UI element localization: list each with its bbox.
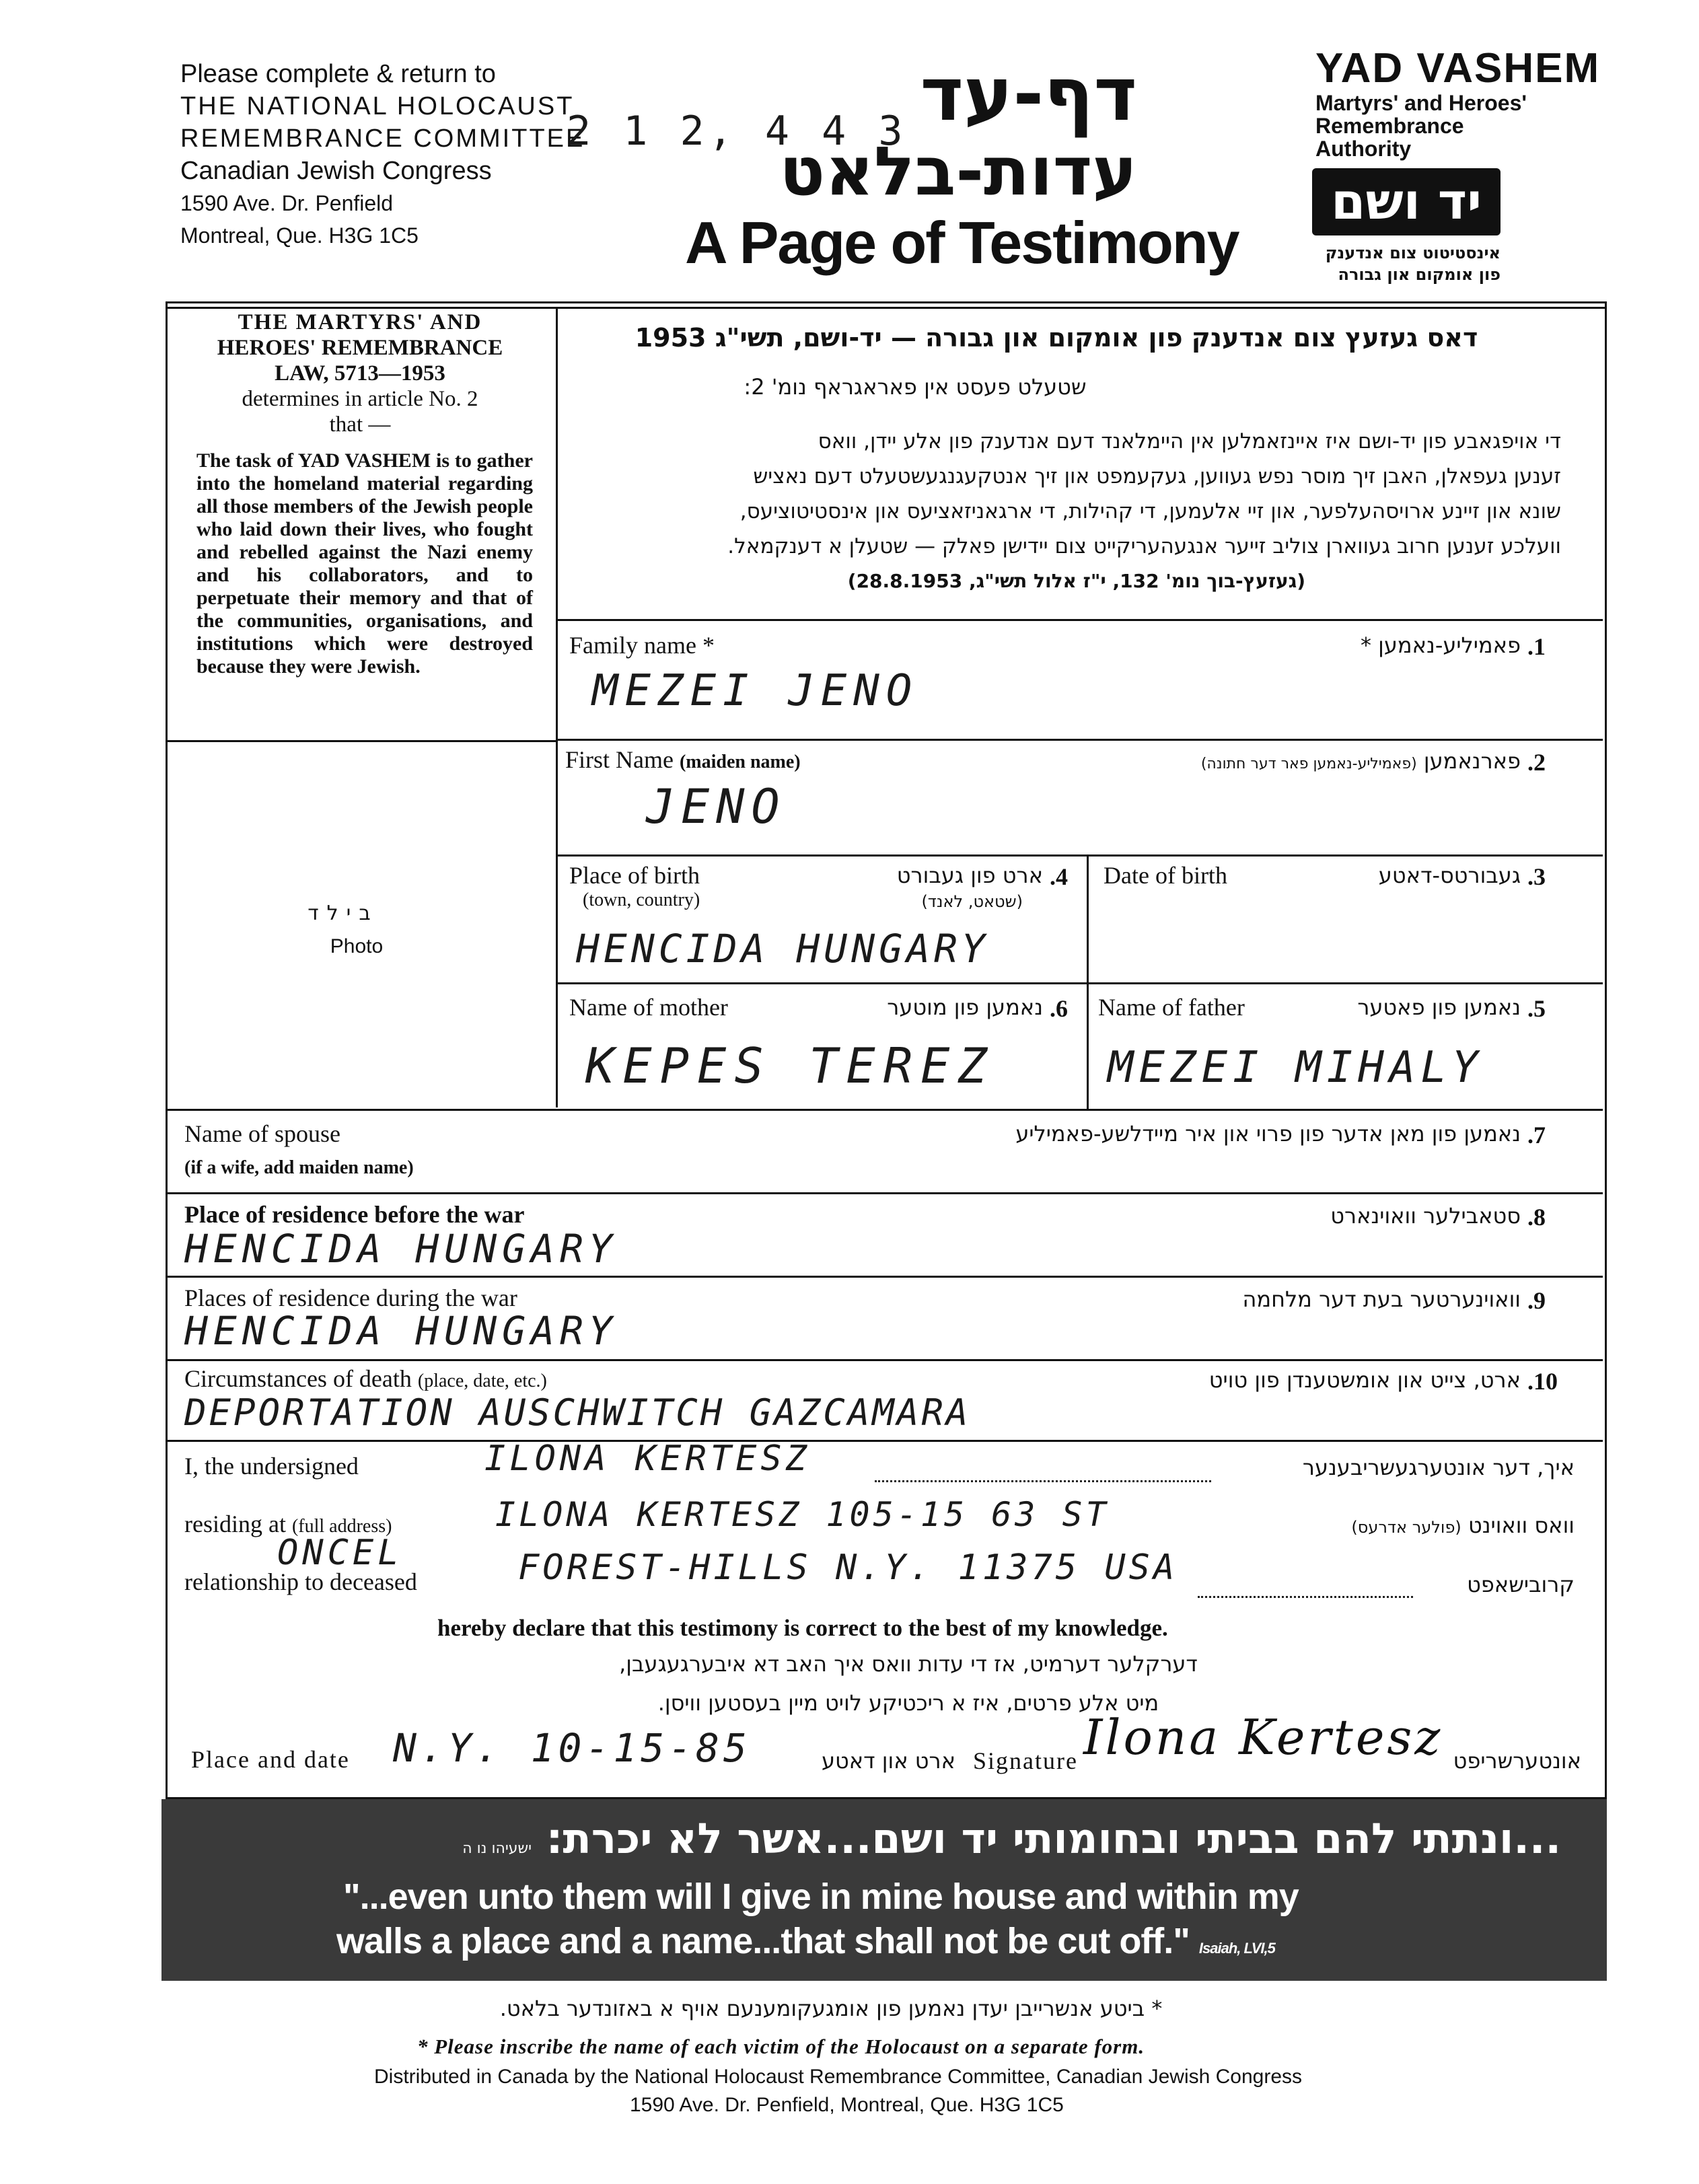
place-date-input[interactable]: N.Y. 10-15-85 [393, 1725, 751, 1771]
divider [556, 982, 1603, 984]
death-circumstances-label [184, 1364, 547, 1393]
relationship-yiddish: קרובישאפט [1467, 1572, 1575, 1597]
footer-distribution-1: Distributed in Canada by the National Holocaust Remembrance Committee, Canadian Jewish Congress [374, 2066, 1303, 2088]
residing-yiddish [1245, 1513, 1575, 1538]
law-yiddish-subtitle: שטעלט פעסט אין פאראגראף נומ' 2: [744, 374, 1087, 400]
divider [556, 619, 1603, 621]
field-number: .4 [1050, 863, 1068, 890]
declaration-english: hereby declare that this testimony is correct to the best of my knowledge. [437, 1615, 1168, 1641]
org-yiddish-1: אינסטיטוט צום אנדענק [1325, 244, 1501, 262]
dotted-line [875, 1480, 1211, 1482]
family-name-yiddish: פאמיליע-נאמען * [1360, 632, 1521, 658]
first-name-label-text: First Name [565, 746, 674, 773]
field-number: .7 [1527, 1122, 1546, 1149]
banner-hebrew-ref: ישעיהו נו ה [462, 1840, 532, 1857]
divider [166, 1440, 1603, 1442]
quote-banner [161, 1799, 1607, 1981]
signature-yiddish: אונטערשריפט [1453, 1748, 1581, 1774]
residence-before-input[interactable]: HENCIDA HUNGARY [184, 1226, 618, 1272]
return-line: THE NATIONAL HOLOCAUST [180, 92, 575, 120]
dotted-line [1198, 1596, 1413, 1598]
divider [556, 739, 1603, 741]
law-line: that — [329, 412, 391, 437]
divider [166, 1276, 1603, 1278]
law-body: The task of YAD VASHEM is to gather into the homeland material regarding all those members of the Jewish people who laid down their lives, who fought and rebelled against the Nazi enemy and his collaborators, and to perpetuate their memory and that of the communities, organisations, and institutions which were destroyed because they were Jewish. [196, 449, 533, 678]
first-name-yiddish-small: (פאמיליע-נאמען פאר דער חתונה) [1200, 756, 1417, 772]
first-name-input[interactable]: JENO [646, 779, 787, 834]
return-line: 1590 Ave. Dr. Penfield [180, 191, 394, 215]
field-number: .3 [1527, 863, 1546, 890]
death-circumstances-input[interactable]: DEPORTATION AUSCHWITCH GAZCAMARA [184, 1391, 971, 1434]
org-name: YAD VASHEM [1315, 45, 1601, 92]
divider [556, 307, 558, 1107]
family-name-input[interactable]: MEZEI JENO [592, 666, 919, 716]
field-number: .5 [1527, 995, 1546, 1022]
title-hebrew-2: עדות-בלאט [779, 132, 1137, 211]
law-yiddish-line: די אויפגאבע פון יד-ושם איז איינזאמלען אין היימלאנד דעם אנדענק פון אלע יידן, וואס [818, 429, 1561, 453]
return-line: Please complete & return to [180, 60, 496, 88]
org-yiddish-2: פון אומקום און גבורה [1338, 265, 1501, 284]
place-of-birth-small: (town, country) [583, 889, 700, 910]
father-name-yiddish: נאמען פון פאטער [1357, 994, 1521, 1020]
place-of-birth-yiddish-small: (שטאט, לאנד) [921, 892, 1023, 911]
org-sub-line: Authority [1315, 137, 1412, 161]
address-line-2-input[interactable]: FOREST-HILLS N.Y. 11375 USA [518, 1548, 1178, 1588]
place-of-birth-label: Place of birth [569, 862, 700, 889]
mother-name-label: Name of mother [569, 994, 728, 1021]
residence-during-input[interactable]: HENCIDA HUNGARY [184, 1308, 618, 1354]
date-of-birth-input[interactable] [1110, 926, 1447, 966]
banner-line-2-text: walls a place and a name...that shall not be cut off." [336, 1921, 1190, 1961]
law-line: THE MARTYRS' AND [238, 310, 482, 334]
law-box [182, 307, 538, 437]
divider [166, 1192, 1603, 1194]
divider [556, 854, 1603, 857]
field-number: .10 [1527, 1368, 1558, 1395]
divider [166, 1109, 1603, 1111]
first-name-label-small: (maiden name) [679, 752, 801, 772]
declaration-yiddish-2: מיט אלע פרטים, איז א ריכטיקע לויט מיין בעסטען וויסן. [657, 1690, 1159, 1716]
first-name-label [565, 745, 801, 774]
title-english: A Page of Testimony [685, 209, 1239, 276]
undersigned-input[interactable]: ILONA KERTESZ [484, 1439, 811, 1479]
return-line: Montreal, Que. H3G 1C5 [180, 223, 419, 248]
death-circumstances-small: (place, date, etc.) [417, 1371, 547, 1391]
banner-hebrew-text: ...ונתתי להם בביתי ובחומותי יד ושם...אשר לא יכרת: [546, 1814, 1561, 1863]
relationship-input[interactable]: ONCEL [277, 1533, 403, 1573]
declaration-yiddish-1: דערקלער דערמיט, אז די עדות וואס איך האב דא איבערגעגעבן, [619, 1651, 1198, 1677]
signature-input[interactable]: Ilona Kertesz [1083, 1709, 1443, 1766]
spouse-yiddish: נאמען פון מאן אדער פון פרוי און איר מיידלשע-פאמיליע [1015, 1121, 1521, 1146]
title-hebrew-1: דף-עד [920, 51, 1137, 137]
place-of-birth-yiddish: ארט פון געבורט [896, 863, 1043, 888]
signature-label: Signature [973, 1747, 1078, 1774]
first-name-yiddish-text: פארנאמען [1423, 748, 1521, 774]
record-number: 2 1 2, 4 4 3 [567, 108, 907, 155]
field-number: .1 [1527, 633, 1546, 660]
law-line: LAW, 5713—1953 [275, 361, 445, 386]
logo-text: יד ושם [1330, 173, 1482, 231]
spouse-input[interactable] [606, 1144, 1144, 1184]
residence-before-yiddish: סטאבילער וואוינארט [1330, 1203, 1521, 1229]
return-address [180, 58, 611, 252]
date-of-birth-yiddish: געבורטס-דאטע [1378, 863, 1521, 888]
org-sub-line: Martyrs' and Heroes' [1315, 91, 1527, 115]
undersigned-label: I, the undersigned [184, 1453, 359, 1480]
father-name-label: Name of father [1098, 994, 1245, 1021]
org-sub-line: Remembrance [1315, 114, 1464, 138]
divider [1087, 854, 1089, 1110]
place-date-label: Place and date [191, 1746, 350, 1773]
field-number: .9 [1527, 1287, 1546, 1314]
footer-yiddish: * ביטע אנשרייבן יעדן נאמען פון אומגעקומענעם אויף א באזונדער בלאט. [499, 1996, 1163, 2021]
death-circumstances-yiddish: ארט, צייט און אומשטענדן פון טויט [1208, 1367, 1521, 1393]
footer-distribution-2: 1590 Ave. Dr. Penfield, Montreal, Que. H3G 1C5 [630, 2094, 1064, 2116]
father-name-input[interactable]: MEZEI MIHALY [1108, 1043, 1484, 1093]
return-line: REMEMBRANCE COMMITTEE [180, 124, 585, 153]
divider [166, 1359, 1603, 1361]
field-number: .2 [1527, 749, 1546, 776]
field-number: .8 [1527, 1204, 1546, 1231]
place-date-yiddish: ארט און דאטע [821, 1748, 955, 1774]
law-yiddish-body [572, 424, 1561, 599]
field-number: .6 [1050, 995, 1068, 1022]
law-yiddish-line: שונא און זיינע ארויסהעלפער, און זיי אלעמען, די קהילות, די ארגאניזאציעס און אינסטיטוציעס, [739, 499, 1561, 523]
law-line: HEROES' REMEMBRANCE [217, 336, 503, 360]
law-yiddish-line: זענען געפאלן, האבן זיך מוסר נפש געווען, געקעמפט און זיך אנטקעגנגעשטעלט דעם נאציש [753, 464, 1561, 488]
undersigned-yiddish: איך, דער אונטערגעשריבענער [1302, 1455, 1575, 1480]
residence-during-label: Places of residence during the war [184, 1284, 517, 1311]
banner-ref: Isaiah, LVI,5 [1198, 1940, 1275, 1957]
spouse-label-small: (if a wife, add maiden name) [184, 1157, 414, 1178]
date-of-birth-label: Date of birth [1104, 862, 1227, 889]
law-yiddish-title: דאס געזעץ צום אנדענק פון אומקום און גבורה — יד-ושם, תשי"ג 1953 [635, 323, 1478, 353]
first-name-yiddish [1009, 748, 1521, 774]
banner-hebrew [363, 1814, 1561, 1863]
org-sub [1315, 92, 1527, 160]
relationship-label: relationship to deceased [184, 1568, 417, 1595]
mother-name-input[interactable]: KEPES TEREZ [585, 1038, 995, 1094]
banner-line-2 [336, 1920, 1275, 1962]
mother-name-yiddish: נאמען פון מוטער [887, 994, 1043, 1020]
return-line: Canadian Jewish Congress [180, 157, 492, 185]
law-line: determines in article No. 2 [242, 387, 478, 411]
photo-label: Photo [330, 935, 384, 957]
law-yiddish-line: וועלכע זענען חרוב געווארן צוליב זייער אנגעהעריקייט צום יידישן פאלק — שטעלן א דענקמאל. [727, 534, 1561, 558]
residing-label-text: residing at [184, 1510, 286, 1537]
photo-yiddish: בילד [308, 902, 379, 925]
divider [166, 740, 556, 742]
family-name-label: Family name * [569, 632, 715, 659]
spouse-label: Name of spouse [184, 1120, 340, 1147]
place-of-birth-input[interactable]: HENCIDA HUNGARY [576, 926, 989, 972]
yad-vashem-logo [1312, 168, 1501, 235]
residing-label-small: (full address) [291, 1516, 392, 1537]
death-circumstances-text: Circumstances of death [184, 1365, 412, 1392]
residence-during-yiddish: וואוינערטער בעת דער מלחמה [1242, 1286, 1521, 1312]
residing-yiddish-text: וואס וואוינט [1468, 1513, 1575, 1538]
banner-line-1: "...even unto them will I give in mine house and within my [343, 1877, 1299, 1917]
residing-yiddish-small: (פולער אדרעס) [1351, 1518, 1461, 1537]
footer-note: * Please inscribe the name of each victim of the Holocaust on a separate form. [417, 2035, 1145, 2058]
law-yiddish-line: (געזעץ-בוך נומ' 132, י"ז אלול תשי"ג, 28.8.1953) [847, 570, 1305, 592]
residence-before-label: Place of residence before the war [184, 1201, 525, 1228]
residing-input[interactable]: ILONA KERTESZ 105-15 63 ST [495, 1495, 1110, 1534]
